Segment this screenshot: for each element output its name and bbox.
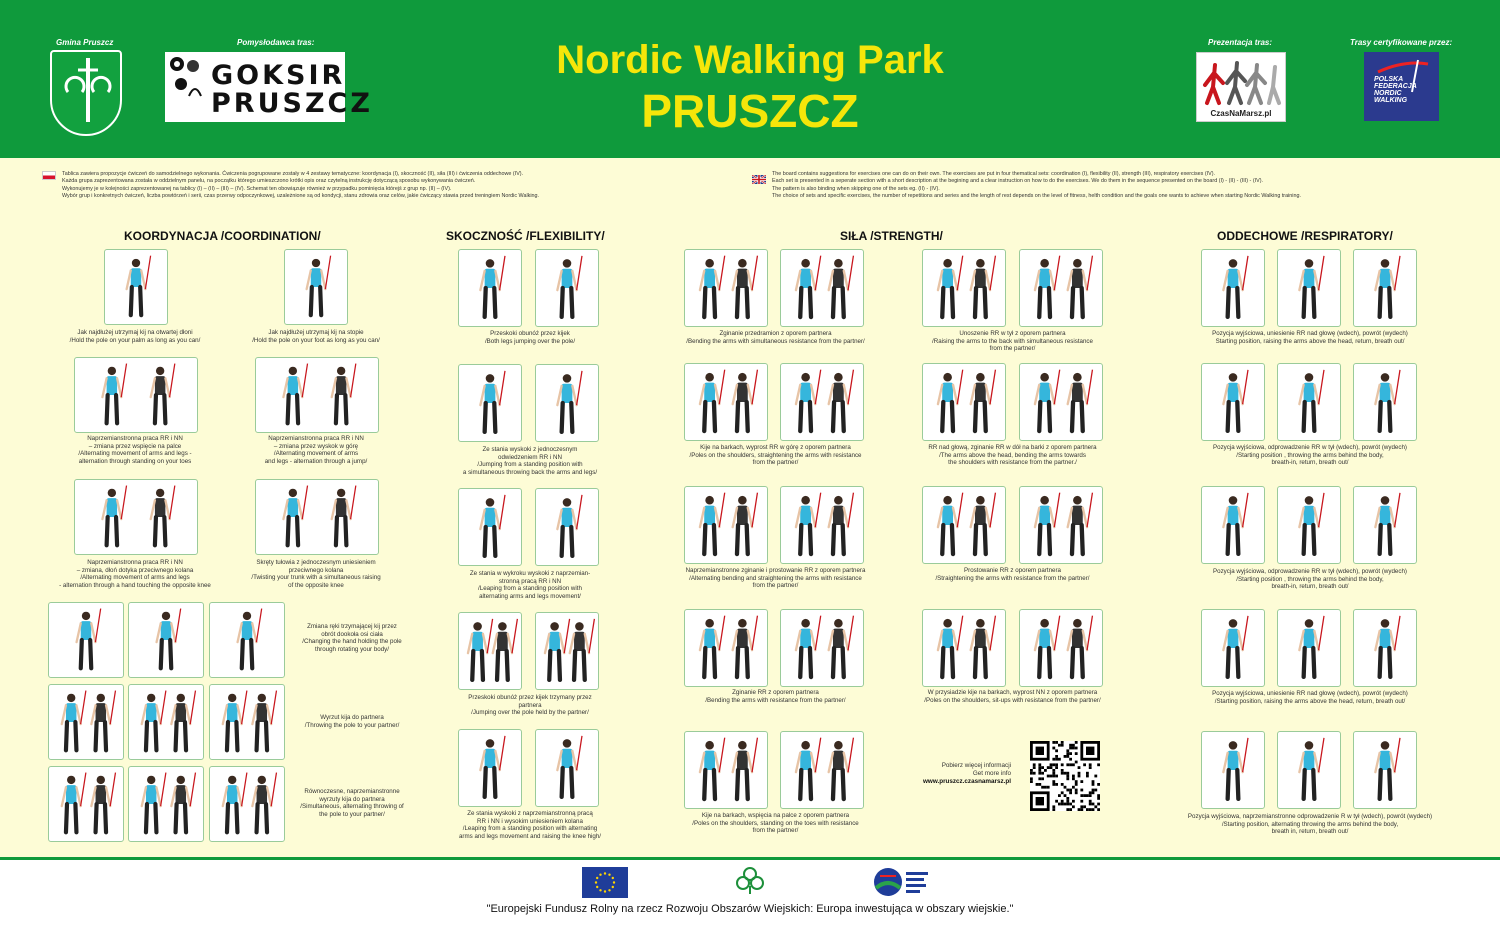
exercise-photo bbox=[1201, 486, 1265, 564]
caption-coordination-8: Wyrzut kija do partnera /Throwing the pole to your partner/ bbox=[304, 714, 400, 729]
page-subtitle: PRUSZCZ bbox=[641, 85, 859, 137]
exercise-photo bbox=[458, 364, 522, 442]
qr-info-pl: Pobierz więcej informacji bbox=[941, 762, 1011, 769]
exercise-photo bbox=[535, 249, 599, 327]
caption-respiratory-3: Pozycja wyjściowa, odprowadzenie RR w tył (wdech), powrót (wydech) /Starting position , throwing the arms behind the body, breath-in, return, breath out/ bbox=[1213, 568, 1407, 590]
exercise-photo bbox=[48, 602, 124, 678]
exercise-photo bbox=[780, 609, 864, 687]
czasnamarsz-logo bbox=[1196, 52, 1286, 122]
exercise-photo bbox=[458, 729, 522, 807]
qr-info-en: Get more info bbox=[972, 770, 1011, 777]
caption-coordination-5: Naprzemianstronna praca RR i NN – zmiana, dłoń dotyka przeciwnego kolana /Alternating movement of arms and legs - alternation through a hand touching the opposite knee bbox=[59, 559, 211, 589]
exercise-photo bbox=[48, 684, 124, 760]
exercise-photo bbox=[104, 249, 168, 325]
eu-flag-logo bbox=[582, 867, 628, 898]
caption-strength-4: RR nad głową, zginanie RR w dół na barki z oporem partnera /The arms above the head, bending the arms towards the shoulders with resistance from the partner./ bbox=[928, 444, 1097, 466]
exercise-photo bbox=[1353, 609, 1417, 687]
caption-strength-7: Zginanie RR z oporem partnera /Bending the arms with resistance from the partner/ bbox=[705, 689, 846, 704]
uk-flag-icon bbox=[752, 171, 766, 180]
exercise-photo bbox=[684, 486, 768, 564]
caption-coordination-9: Równoczesne, naprzemianstronne wyrzuty kija do partnera /Simultaneous, alternating throwing of the pole to your partner/ bbox=[300, 788, 404, 818]
exercise-photo bbox=[1019, 609, 1103, 687]
exercise-photo bbox=[74, 479, 198, 555]
exercise-photo bbox=[48, 766, 124, 842]
caption-coordination-7: Zmiana ręki trzymającej kij przez obrót dookoła osi ciała /Changing the hand holding the pole through rotating your body/ bbox=[302, 623, 402, 653]
exercise-photo bbox=[922, 609, 1006, 687]
prow-logo bbox=[872, 866, 932, 900]
caption-coordination-2: Jak najdłużej utrzymaj kij na stopie /Hold the pole on your foot as long as you can/ bbox=[252, 329, 380, 344]
exercise-photo bbox=[684, 363, 768, 441]
exercise-photo bbox=[1353, 486, 1417, 564]
exercise-photo bbox=[535, 612, 599, 690]
exercise-photo bbox=[684, 249, 768, 327]
caption-flexibility-5: Ze stania wyskoki z naprzemianstronną pracą RR i NN i wysokim uniesieniem kolana /Leaping from a standing position with alternating arms and legs movement and raising the knee high/ bbox=[458, 810, 602, 840]
exercise-photo bbox=[780, 249, 864, 327]
exercise-photo bbox=[1277, 363, 1341, 441]
exercise-photo bbox=[458, 612, 522, 690]
exercise-photo bbox=[1019, 486, 1103, 564]
lgd-logo bbox=[728, 864, 772, 900]
page-title: Nordic Walking Park bbox=[556, 38, 944, 82]
exercise-photo bbox=[780, 363, 864, 441]
caption-flexibility-1: Przeskoki obunóż przez kijek /Both legs jumping over the pole/ bbox=[484, 330, 576, 345]
caption-strength-5: Naprzemianstronne zginanie i prostowanie RR z oporem partnera /Alternating bending and straightening the arms with resistance from the partner/ bbox=[685, 567, 866, 589]
exercise-photo bbox=[1353, 731, 1417, 809]
caption-respiratory-1: Pozycja wyjściowa, uniesienie RR nad głowę (wdech), powrót (wydech) Starting position, raising the arms above the head, return, breath out/ bbox=[1212, 330, 1408, 345]
polish-flag-icon bbox=[42, 171, 56, 180]
exercise-photo bbox=[1277, 731, 1341, 809]
caption-coordination-6: Skręty tułowia z jednoczesnym uniesieniem przeciwnego kolana /Twisting your trunk with a simultaneous raising of the opposite knee bbox=[251, 559, 381, 589]
exercise-photo bbox=[209, 684, 285, 760]
exercise-photo bbox=[535, 729, 599, 807]
czasnamarsz-text: CzasNaMarsz.pl bbox=[1210, 109, 1272, 118]
caption-respiratory-4: Pozycja wyjściowa, uniesienie RR nad głowę (wdech), powrót (wydech) /Starting position, raising the arms above the head, return, breath out/ bbox=[1212, 690, 1408, 705]
caption-strength-9: Kije na barkach, wspięcia na palce z oporem partnera /Poles on the shoulders, standing on the toes with resistance from the partner/ bbox=[692, 812, 859, 834]
caption-flexibility-3: Ze stania w wykroku wyskoki z naprzemian- stronną pracą RR i NN /Leaping from a standing position with alternating arms and legs movement/ bbox=[469, 570, 591, 600]
exercise-photo bbox=[684, 731, 768, 809]
caption-strength-1: Zginanie przedramion z oporem partnera /Bending the arms with simultaneous resistance from the partner/ bbox=[686, 330, 865, 345]
exercise-photo bbox=[128, 602, 204, 678]
qr-url[interactable]: www.pruszcz.czasnamarsz.pl bbox=[923, 778, 1011, 785]
pfnw-text: POLSKA FEDERACJA NORDIC WALKING bbox=[1374, 76, 1417, 104]
goksir-town: PRUSZCZ bbox=[211, 88, 373, 119]
exercise-photo bbox=[1277, 249, 1341, 327]
section-respiratory-heading: ODDECHOWE /RESPIRATORY/ bbox=[1217, 229, 1393, 243]
exercise-photo bbox=[1201, 609, 1265, 687]
caption-strength-8: W przysiadzie kije na barkach, wyprost NN z oporem partnera /Poles on the shoulders, sit-ups with resistance from the partner/ bbox=[924, 689, 1101, 704]
prezentacja-label: Prezentacja tras: bbox=[1208, 38, 1273, 47]
goksir-word: GOKSIR bbox=[211, 60, 346, 91]
exercise-photo bbox=[1353, 363, 1417, 441]
exercise-photo bbox=[922, 486, 1006, 564]
goksir-logo bbox=[165, 52, 373, 122]
qr-code[interactable] bbox=[1030, 741, 1100, 811]
exercise-photo bbox=[255, 357, 379, 433]
exercise-photo bbox=[1201, 363, 1265, 441]
exercise-photo bbox=[458, 488, 522, 566]
exercise-photo bbox=[128, 766, 204, 842]
exercise-photo bbox=[780, 731, 864, 809]
exercise-photo bbox=[128, 684, 204, 760]
exercise-photo bbox=[1277, 609, 1341, 687]
exercise-photo bbox=[1277, 486, 1341, 564]
exercise-photo bbox=[780, 486, 864, 564]
exercise-photo bbox=[209, 766, 285, 842]
footer-eafrd-quote: "Europejski Fundusz Rolny na rzecz Rozwoju Obszarów Wiejskich: Europa inwestująca w obszary wiejskie." bbox=[486, 903, 1014, 915]
caption-flexibility-4: Przeskoki obunóż przez kijek trzymany przez partnera /Jumping over the pole held by the partner/ bbox=[468, 694, 592, 716]
exercise-photo bbox=[535, 364, 599, 442]
exercise-photo bbox=[1201, 731, 1265, 809]
gmina-label: Gmina Pruszcz bbox=[56, 38, 114, 47]
pomyslodawca-label: Pomysłodawca tras: bbox=[237, 38, 315, 47]
caption-coordination-3: Naprzemianstronna praca RR i NN – zmiana przez wspięcie na palce /Alternating movement of arms and legs - alternation through standing on your toes bbox=[78, 435, 192, 465]
section-flexibility-heading: SKOCZNOŚĆ /FLEXIBILITY/ bbox=[446, 229, 605, 243]
exercise-photo bbox=[1353, 249, 1417, 327]
exercise-photo bbox=[684, 609, 768, 687]
caption-coordination-1: Jak najdłużej utrzymaj kij na otwartej dłoni /Hold the pole on your palm as long as you can/ bbox=[69, 329, 201, 344]
section-coordination-heading: KOORDYNACJA /COORDINATION/ bbox=[124, 229, 321, 243]
intro-text-pl: Tablica zawiera propozycje ćwiczeń do samodzielnego wykonania. Ćwiczenia pogrupowane zostały w 4 zestawy tematyczne: koordynacja (I), skoczność (II), siła (III) i ćwiczenia oddechowe (IV). Każda grupa zaprezentowana została w oddzielnym panelu, na początku którego umieszczono krótki opis oraz czytelną instrukcję dotyczącą sposobu wykonywania ćwiczeń. Wykonujemy je w kolejności zaprezentowanej na tablicy (I) – (II) – (III) – (IV). Schemat ten obowiązuje również w przypadku pominięcia którejś z grup np. (II) – (IV). Wybór grup i konkretnych ćwiczeń, liczba powtórzeń i serii, czas przerwy odpoczynkowej, uzależnione są od kondycji, stanu zdrowia oraz celów, jakie ćwiczący stawia przed treningiem Nordic Walking. bbox=[62, 171, 540, 199]
exercise-photo bbox=[284, 249, 348, 325]
caption-flexibility-2: Ze stania wyskoki z jednoczesnym odwiedzeniem RR i NN /Jumping from a standing position with a simultaneous throwing back the arms and legs/ bbox=[462, 446, 598, 476]
intro-text-en: The board contains suggestions for exercises one can do on their own. The exercises are put in four thematical sets: coordination (I), flexibility (II), strength (III), respiratory exercises (IV). Each set is presented in a seperate section with a short description at the begining and a clear instruction on how to do the exercises. We do them in the sequence presented on the board (I) - (II) - (III) - (IV). The pattern is also binding when skipping one of the sets eg. (II) - (IV). The choice of sets and specific exercises, the number of repetitions and series and the length of rest depends on the level of fitness, helth condition and the goals one wants to achieve when starting Nordic Walking training. bbox=[772, 171, 1301, 199]
certyfikowane-label: Trasy certyfikowane przez: bbox=[1350, 38, 1453, 47]
exercise-photo bbox=[1201, 249, 1265, 327]
exercise-photo bbox=[458, 249, 522, 327]
exercise-photo bbox=[255, 479, 379, 555]
caption-strength-6: Prostowanie RR z oporem partnera /Straightening the arms with resistance from the partner/ bbox=[935, 567, 1090, 582]
exercise-photo bbox=[74, 357, 198, 433]
exercise-photo bbox=[1019, 249, 1103, 327]
gmina-coat-of-arms bbox=[50, 50, 122, 136]
exercise-photo bbox=[1019, 363, 1103, 441]
caption-coordination-4: Naprzemianstronna praca RR i NN – zmiana przez wyskok w górę /Alternating movement of arms and legs - alternation through a jump/ bbox=[264, 435, 368, 465]
caption-respiratory-5: Pozycja wyjściowa, naprzemianstronne odprowadzenie R w tył (wdech), powrót (wydech) /Starting position, alternating throwing the arms behind the body, breath in, return, breath out/ bbox=[1187, 813, 1433, 835]
pfnw-logo bbox=[1364, 52, 1439, 121]
qr-info-text bbox=[905, 762, 1011, 786]
caption-strength-2: Unoszenie RR w tył z oporem partnera /Raising the arms to the back with simultaneous resistance from the partner/ bbox=[932, 330, 1093, 352]
section-strength-heading: SIŁA /STRENGTH/ bbox=[840, 229, 943, 243]
caption-respiratory-2: Pozycja wyjściowa, odprowadzenie RR w tył (wdech), powrót (wydech) /Starting position , throwing the arms behind the body, breath-in, return, breath out/ bbox=[1213, 444, 1407, 466]
exercise-photo bbox=[922, 363, 1006, 441]
caption-strength-3: Kije na barkach, wyprost RR w górę z oporem partnera /Poles on the shoulders, straightening the arms with resistance from the partner/ bbox=[689, 444, 862, 466]
exercise-photo bbox=[535, 488, 599, 566]
exercise-photo bbox=[209, 602, 285, 678]
exercise-photo bbox=[922, 249, 1006, 327]
